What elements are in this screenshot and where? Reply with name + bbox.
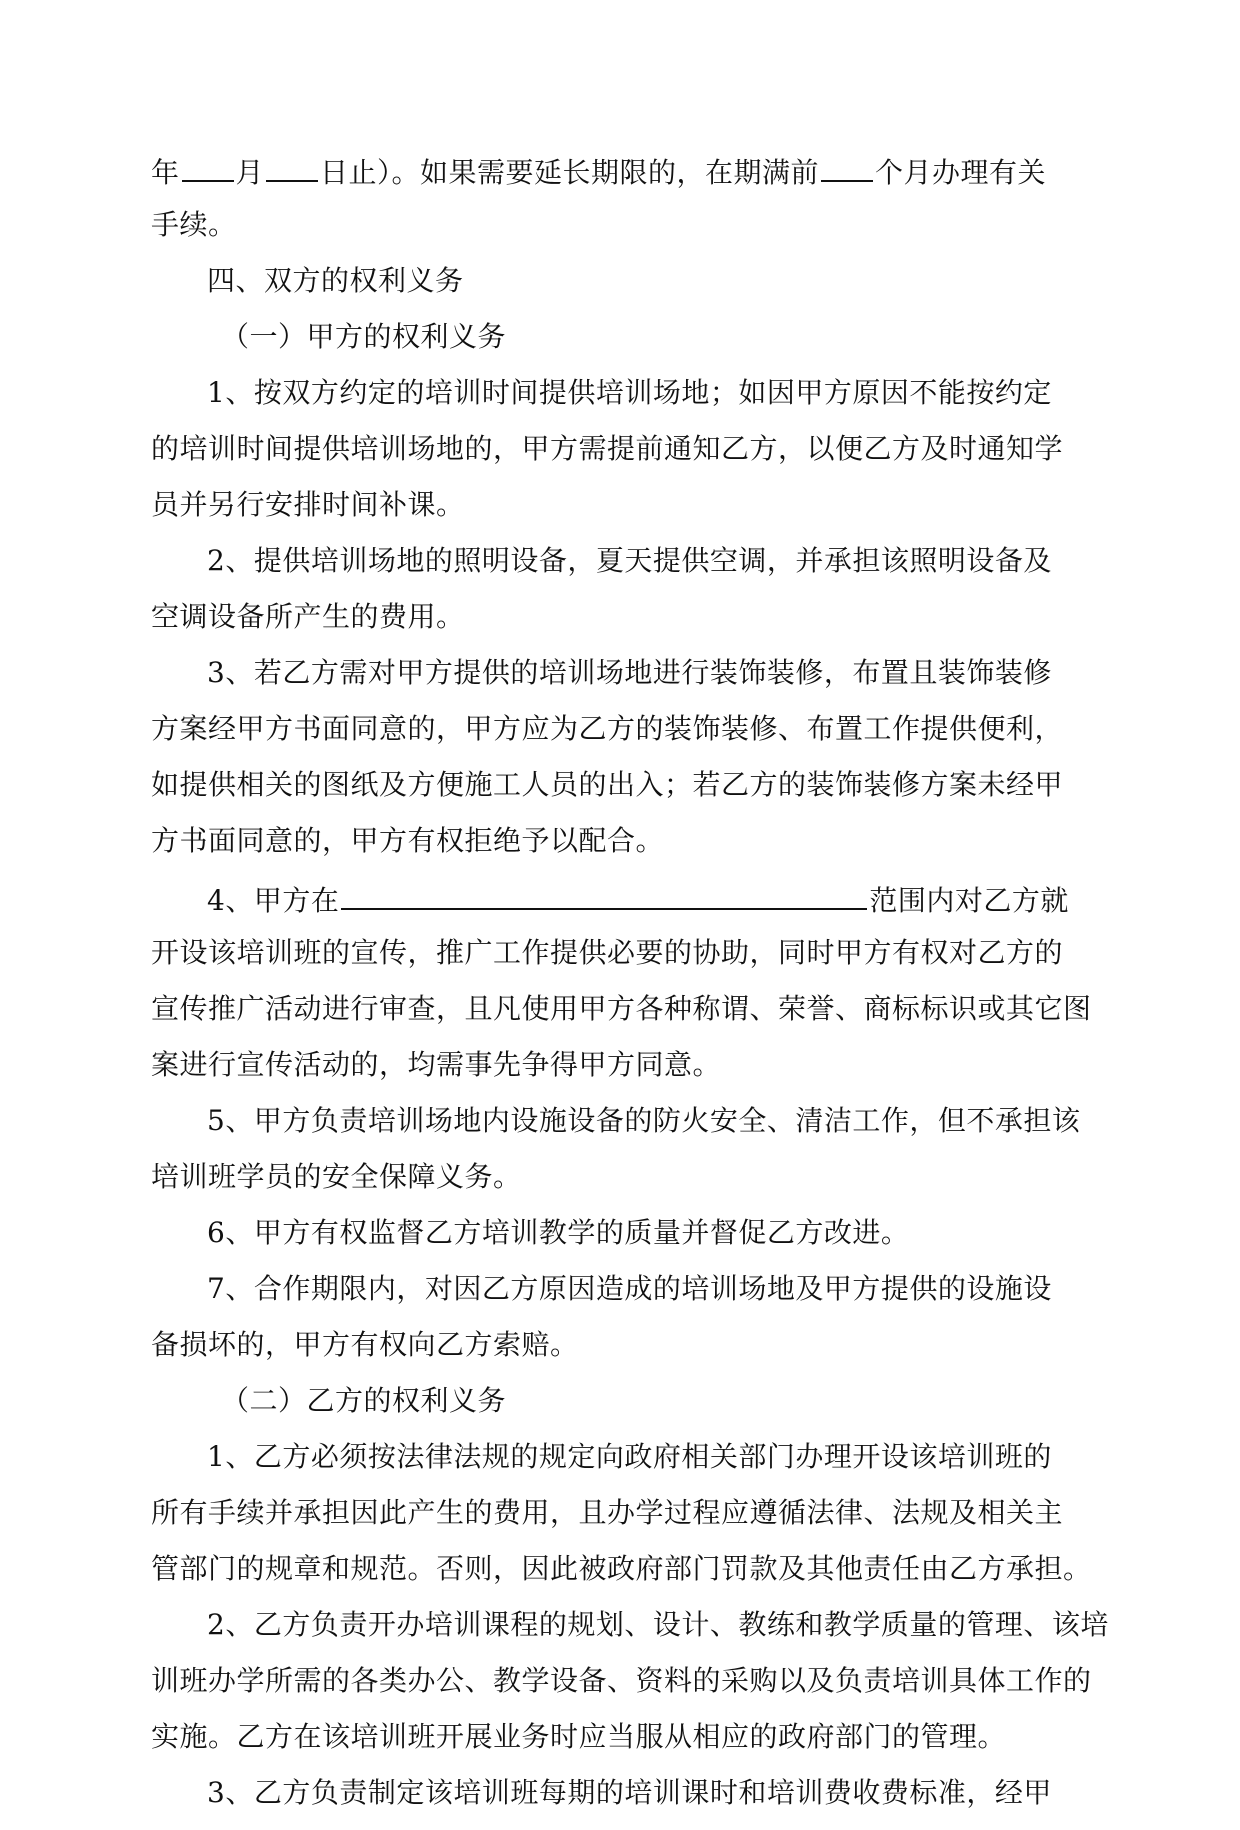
- text-segment: 个月办理有关: [875, 156, 1047, 189]
- blank-field-scope: [341, 878, 867, 910]
- text-line: 1、乙方必须按法律法规的规定向政府相关部门办理开设该培训班的: [207, 1440, 1052, 1473]
- text-line: 管部门的规章和规范。否则，因此被政府部门罚款及其他责任由乙方承担。: [151, 1552, 1092, 1585]
- text-line: [151, 878, 1091, 916]
- document-page: [151, 150, 1109, 1830]
- text-segment: 4、甲方在: [207, 884, 340, 917]
- text-line: 如提供相关的图纸及方便施工人员的出入；若乙方的装饰装修方案未经甲: [151, 768, 1064, 801]
- text-line: 案进行宣传活动的，均需事先争得甲方同意。: [151, 1048, 722, 1081]
- text-line: 员并另行安排时间补课。: [151, 488, 465, 521]
- text-line: 空调设备所产生的费用。: [151, 600, 465, 633]
- blank-field-months: [821, 150, 873, 182]
- text-line: 6、甲方有权监督乙方培训教学的质量并督促乙方改进。: [207, 1216, 910, 1249]
- text-segment: 年: [151, 156, 180, 189]
- text-line: 7、合作期限内，对因乙方原因造成的培训场地及甲方提供的设施设: [207, 1272, 1052, 1305]
- text-line: [151, 150, 1091, 188]
- text-line: 备损坏的，甲方有权向乙方索赔。: [151, 1328, 579, 1361]
- blank-field-year: [182, 150, 234, 182]
- text-line: 2、乙方负责开办培训课程的规划、设计、教练和教学质量的管理、该培: [207, 1608, 1109, 1641]
- text-line: 的培训时间提供培训场地的，甲方需提前通知乙方，以便乙方及时通知学: [151, 432, 1064, 465]
- text-line: 训班办学所需的各类办公、教学设备、资料的采购以及负责培训具体工作的: [151, 1664, 1092, 1697]
- text-segment: 日止）。如果需要延长期限的，在期满前: [320, 156, 820, 189]
- text-line: 手续。: [151, 208, 237, 241]
- section-heading: 四、双方的权利义务: [207, 264, 464, 297]
- text-line: 2、提供培训场地的照明设备，夏天提供空调，并承担该照明设备及: [207, 544, 1052, 577]
- text-line: 开设该培训班的宣传，推广工作提供必要的协助，同时甲方有权对乙方的: [151, 936, 1064, 969]
- text-segment: 范围内对乙方就: [869, 884, 1069, 917]
- subsection-heading: （二）乙方的权利义务: [221, 1384, 507, 1417]
- subsection-heading: （一）甲方的权利义务: [221, 320, 507, 353]
- text-line: 方书面同意的，甲方有权拒绝予以配合。: [151, 824, 665, 857]
- text-line: 3、乙方负责制定该培训班每期的培训课时和培训费收费标准，经甲: [207, 1776, 1052, 1809]
- text-line: 培训班学员的安全保障义务。: [151, 1160, 522, 1193]
- text-line: 所有手续并承担因此产生的费用，且办学过程应遵循法律、法规及相关主: [151, 1496, 1064, 1529]
- blank-field-day: [266, 150, 318, 182]
- text-line: 5、甲方负责培训场地内设施设备的防火安全、清洁工作，但不承担该: [207, 1104, 1081, 1137]
- text-line: 1、按双方约定的培训时间提供培训场地；如因甲方原因不能按约定: [207, 376, 1052, 409]
- text-line: 实施。乙方在该培训班开展业务时应当服从相应的政府部门的管理。: [151, 1720, 1007, 1753]
- text-line: 宣传推广活动进行审查，且凡使用甲方各种称谓、荣誉、商标标识或其它图: [151, 992, 1092, 1025]
- text-line: 方案经甲方书面同意的，甲方应为乙方的装饰装修、布置工作提供便利，: [151, 712, 1064, 745]
- text-line: 3、若乙方需对甲方提供的培训场地进行装饰装修，布置且装饰装修: [207, 656, 1052, 689]
- text-segment: 月: [235, 156, 265, 189]
